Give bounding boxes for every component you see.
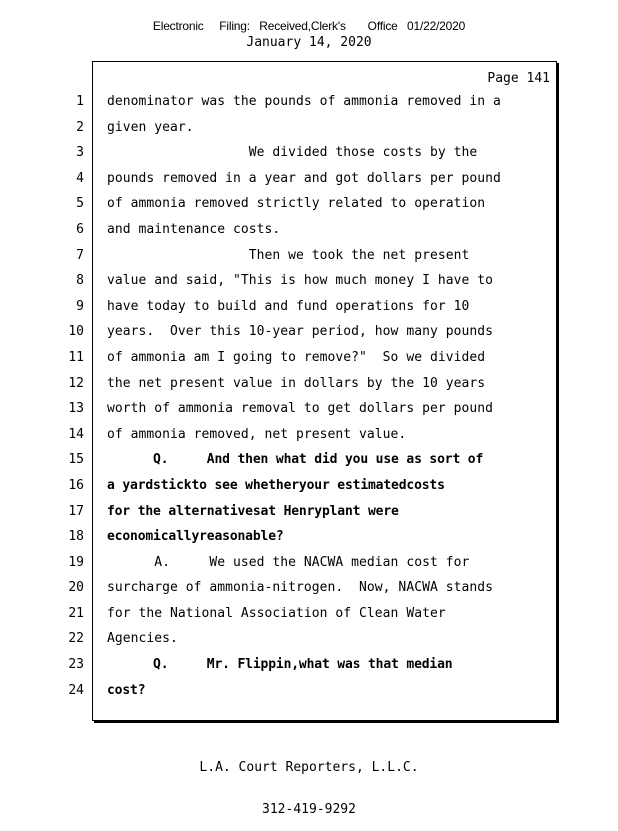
transcript-line: Then we took the net present	[107, 247, 470, 263]
line-number: 17	[68, 503, 84, 519]
court-reporter-phone: 312-419-9292	[262, 802, 356, 817]
line-number: 9	[76, 298, 84, 314]
line-number: 1	[76, 94, 84, 109]
question-line: Q. And then what did you use as sort of	[107, 452, 484, 468]
question-line: for the alternativesat Henryplant were	[107, 503, 399, 519]
line-number: 6	[76, 221, 84, 237]
line-number: 21	[68, 605, 84, 621]
line-number: 2	[76, 119, 84, 135]
line-number: 3	[76, 145, 84, 161]
line-number-column	[60, 89, 84, 703]
transcript-line: years. Over this 10-year period, how many pounds	[107, 324, 493, 340]
question-line: economicallyreasonable?	[107, 529, 284, 545]
line-number: 14	[68, 426, 84, 442]
transcript-line: pounds removed in a year and got dollars per pound	[107, 170, 501, 186]
line-number: 12	[68, 375, 84, 391]
question-line: cost?	[107, 682, 146, 698]
transcript-line: the net present value in dollars by the 10 years	[107, 375, 486, 391]
line-number: 5	[76, 196, 84, 212]
transcript-line: We divided those costs by the	[107, 145, 478, 161]
court-reporter-name: L.A. Court Reporters, L.L.C.	[199, 760, 419, 775]
line-number: 20	[68, 580, 84, 596]
transcript-line: of ammonia removed, net present value.	[107, 426, 407, 442]
question-line: a yardstickto see whetheryour estimatedcosts	[107, 477, 445, 493]
line-number: 11	[68, 349, 84, 365]
transcript-line: value and said, "This is how much money I have to	[107, 273, 493, 289]
answer-line: A. We used the NACWA median cost for	[107, 554, 470, 570]
line-number: 8	[76, 273, 84, 289]
line-number: 10	[68, 324, 84, 340]
transcript-line: denominator was the pounds of ammonia removed in a	[107, 94, 501, 109]
answer-line: for the National Association of Clean Water	[107, 605, 446, 621]
line-number: 22	[68, 631, 84, 647]
line-number: 13	[68, 401, 84, 417]
line-number: 23	[68, 657, 84, 673]
filing-stamp: Electronic Filing: Received,Clerk's Office 01/22/2020	[152, 19, 466, 33]
transcript-line: of ammonia removed strictly related to operation	[107, 196, 486, 212]
transcript-body	[107, 89, 547, 703]
answer-line: surcharge of ammonia-nitrogen. Now, NACWA stands	[107, 580, 493, 596]
line-number: 7	[76, 247, 84, 263]
line-number: 24	[68, 682, 84, 698]
line-number: 15	[68, 452, 84, 468]
line-number: 4	[76, 170, 84, 186]
page-number: Page 141	[487, 71, 550, 86]
answer-line: Agencies.	[107, 631, 178, 647]
transcript-line: and maintenance costs.	[107, 221, 281, 237]
transcript-line: have today to build and fund operations for 10	[107, 298, 470, 314]
line-number: 16	[68, 477, 84, 493]
line-number: 18	[68, 529, 84, 545]
line-number: 19	[68, 554, 84, 570]
transcript-date: January 14, 2020	[246, 35, 372, 50]
page-footer	[0, 733, 618, 831]
transcript-line: given year.	[107, 119, 194, 135]
question-line: Q. Mr. Flippin,what was that median	[107, 657, 453, 673]
transcript-line: of ammonia am I going to remove?" So we divided	[107, 349, 486, 365]
transcript-line: worth of ammonia removal to get dollars per pound	[107, 401, 493, 417]
